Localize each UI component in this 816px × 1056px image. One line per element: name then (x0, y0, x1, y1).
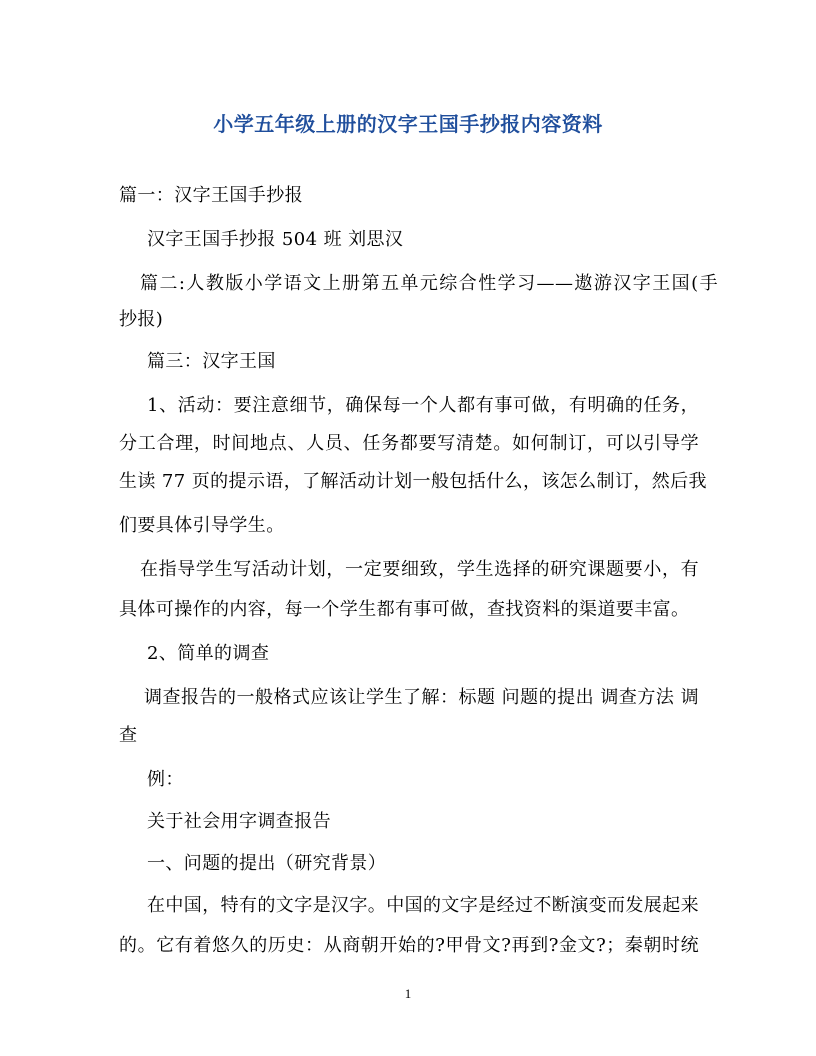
text-line: 一、问题的提出（研究背景） (147, 853, 387, 874)
text-line: 汉字王国手抄报 504 班 刘思汉 (147, 229, 404, 250)
page-number: 1 (404, 986, 412, 1001)
text-line: 调查报告的一般格式应该让学生了解：标题 问题的提出 调查方法 调 (144, 687, 699, 708)
text-line: 篇一：汉字王国手抄报 (119, 185, 303, 206)
text-line: 具体可操作的内容，每一个学生都有事可做，查找资料的渠道要丰富。 (119, 599, 690, 620)
text-line: 们要具体引导学生。 (119, 515, 285, 536)
text-line: 篇三：汉字王国 (147, 351, 276, 372)
text-line: 篇二:人教版小学语文上册第五单元综合性学习——遨游汉字王国(手 (140, 273, 718, 294)
text-line: 关于社会用字调查报告 (147, 811, 331, 832)
text-line: 查 (119, 725, 138, 746)
text-line: 在指导学生写活动计划，一定要细致，学生选择的研究课题要小，有 (140, 559, 699, 580)
text-line: 抄报) (119, 309, 164, 330)
text-line: 在中国，特有的文字是汉字。中国的文字是经过不断演变而发展起来 (147, 895, 699, 916)
text-line: 生读 77 页的提示语，了解活动计划一般包括什么，该怎么制订，然后我 (119, 471, 707, 492)
text-line: 例： (147, 769, 184, 790)
text-line: 的。它有着悠久的历史：从商朝开始的?甲骨文?再到?金文?；秦朝时统 (119, 935, 699, 956)
text-line: 1、活动：要注意细节，确保每一个人都有事可做，有明确的任务， (147, 395, 699, 416)
text-line: 2、简单的调查 (147, 643, 270, 664)
text-line: 分工合理，时间地点、人员、任务都要写清楚。如何制订，可以引导学 (119, 433, 699, 454)
document-title: 小学五年级上册的汉字王国手抄报内容资料 (213, 112, 603, 136)
